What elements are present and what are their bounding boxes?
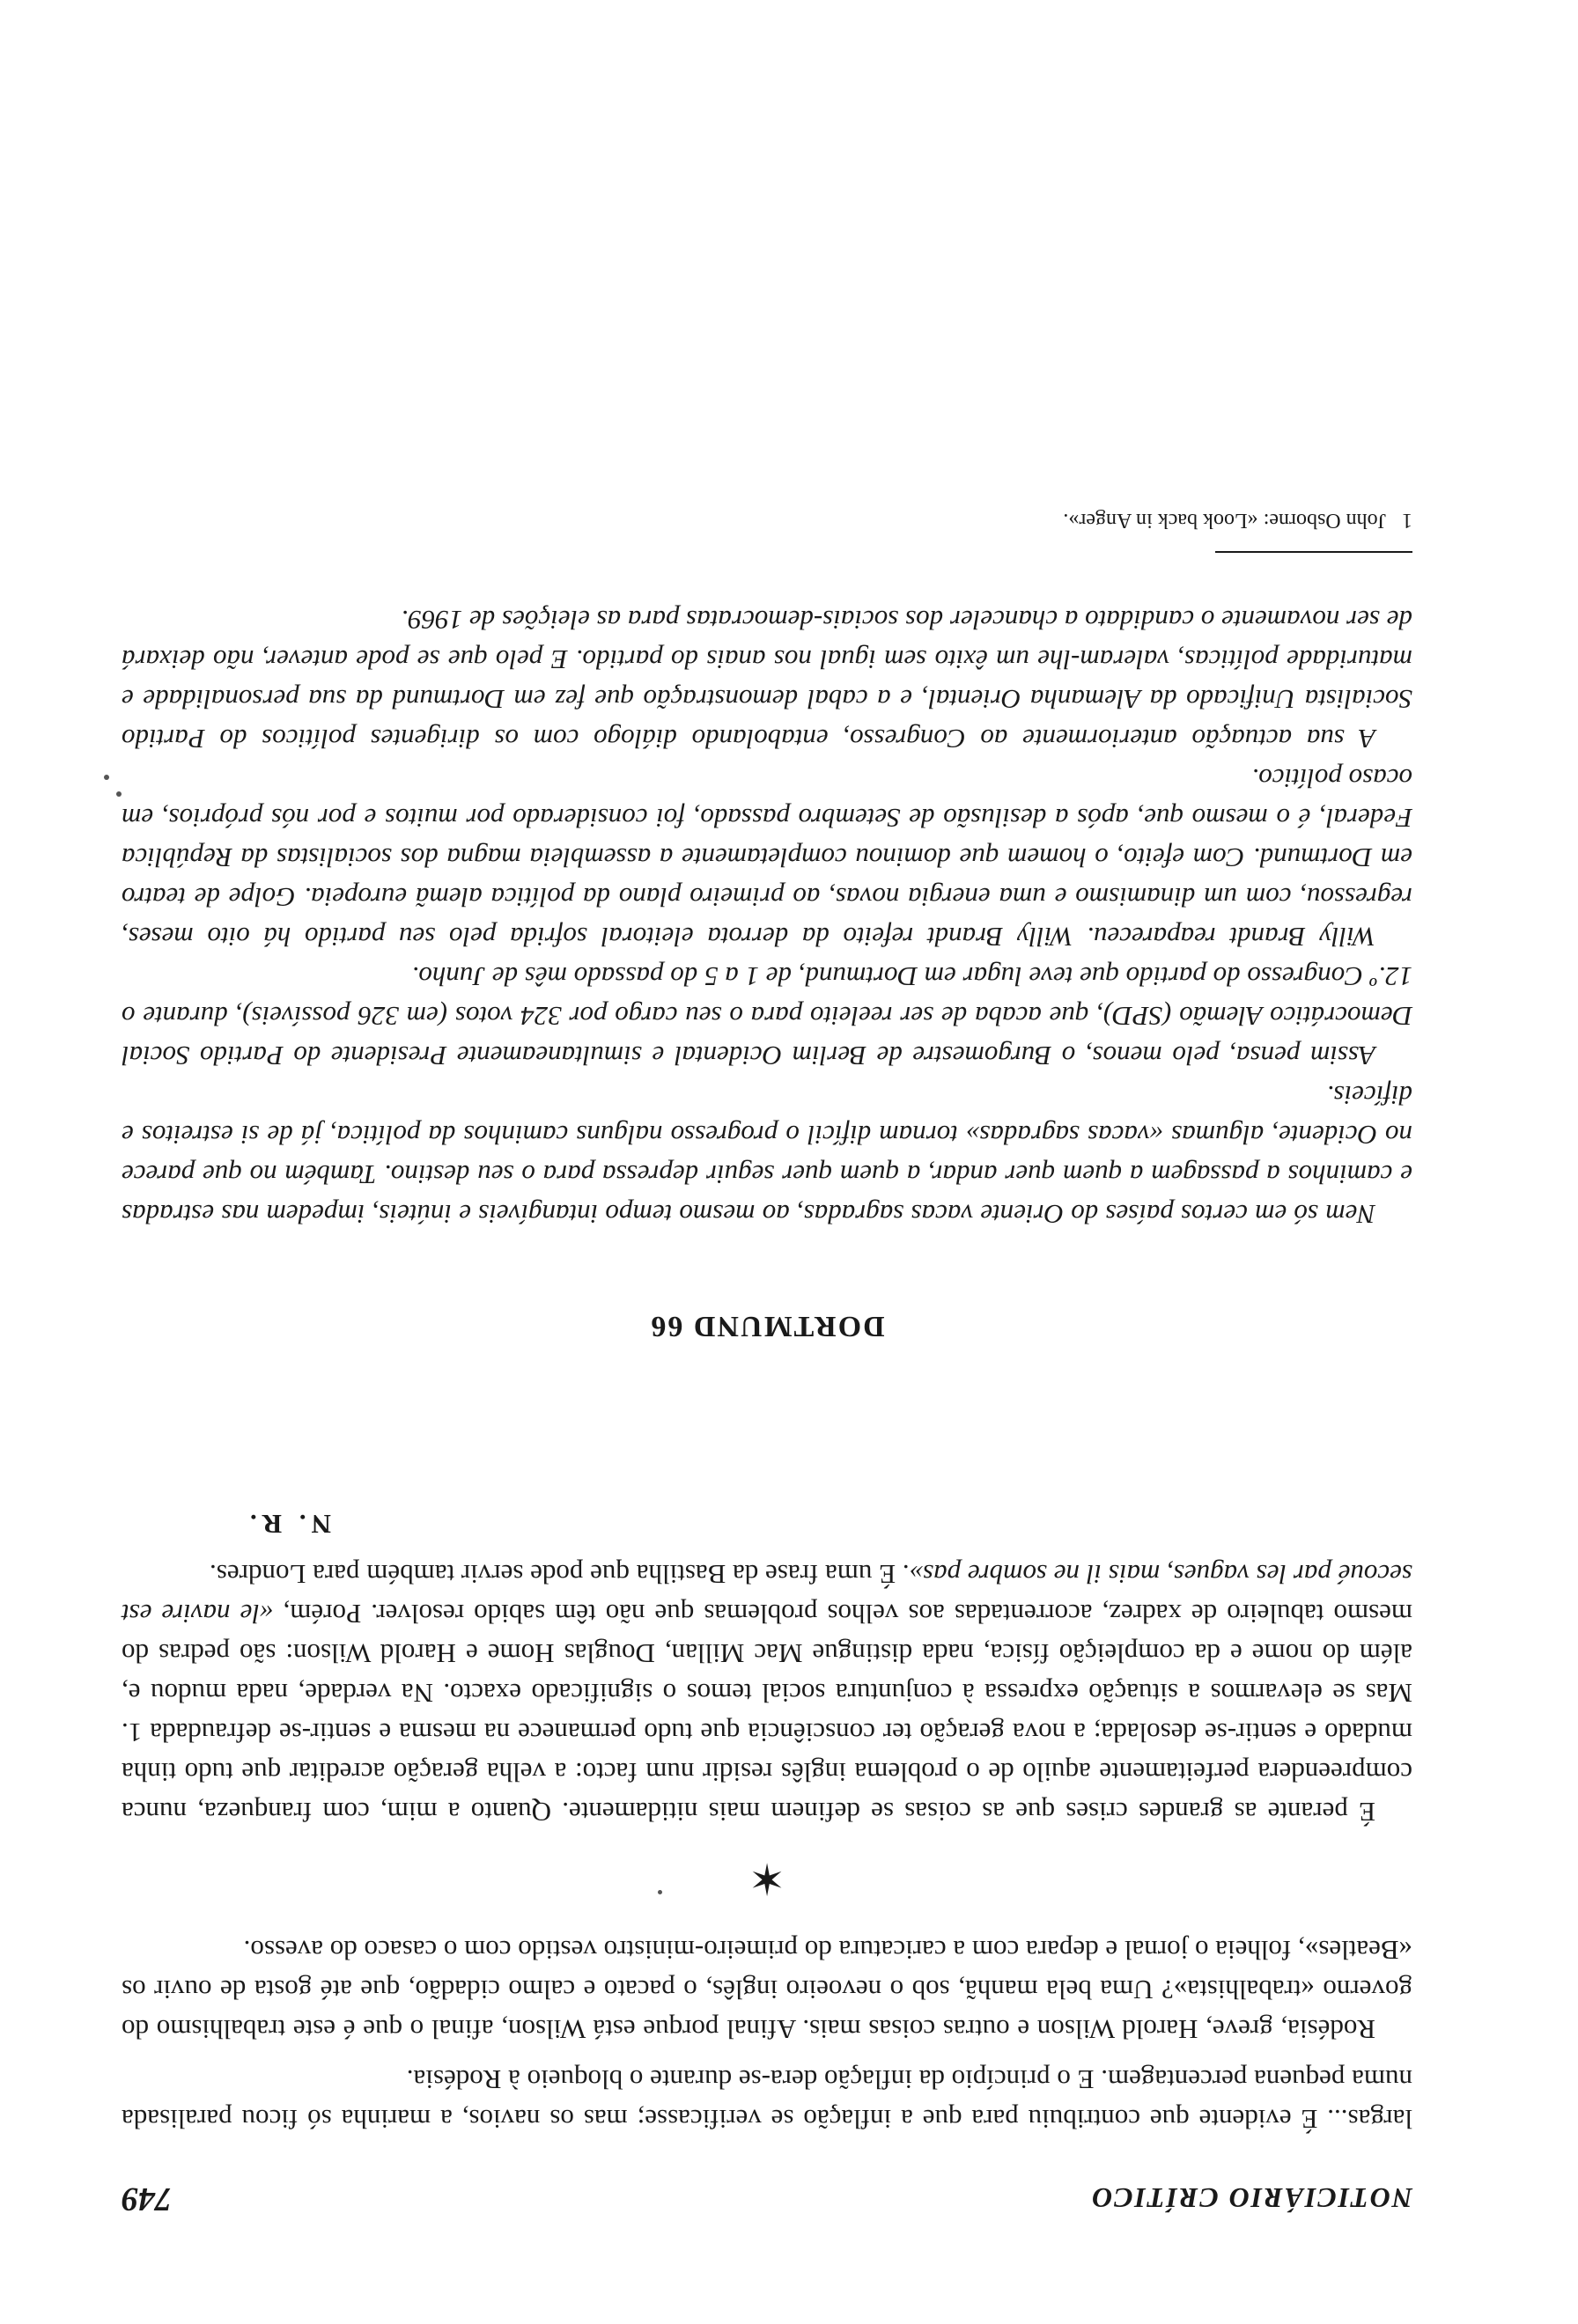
running-header [122,2178,1412,2218]
french-quote: «le navire est secoué par les vagues, mais il ne sombre pas» [122,1559,1412,1629]
signature: N. R. [245,1509,332,1540]
paragraph-willy-brandt: Willy Brandt reapareceu. Willy Brandt refeito da derrota eleitoral sofrida pelo seu partido há oito meses, regressou, com um dinamismo e uma energia novas, ao primeiro plano da política alemã europeia. Golpe de teatro em Dortmund. Com efeito, o homem que dominou completamente a assembleia magna dos socialistas da República Federal, é o mesmo que, após a desilusão de Setembro passado, foi considerado por muitos e por nós próprios, em ocaso político. [122,763,1412,952]
scan-speck [116,791,122,797]
paragraph-crises [122,1555,1412,1832]
paragraph-crises-end: . É uma frase da Bastilha que pode servir também para Londres. [210,1559,910,1590]
section-title: DORTMUND 66 [649,1310,885,1342]
scan-speck [658,1890,662,1894]
running-title: NOTICIÁRIO CRÍTICO [1090,2182,1412,2214]
paragraph-vacas-sagradas: Nem só em certos países do Oriente vacas sagradas, ao mesmo tempo intangíveis e inúteis, impedem nas estradas e caminhos a passagem a quem quer andar, a quem quer seguir depressa para o seu destino. Também no que parece no Ocidente, algumas «vacas sagradas» tornam difícil o progresso nalguns caminhos da política, já de si estreitos e difíceis. [122,1080,1412,1230]
paragraph-actuacao: A sua actuação anteriormente ao Congresso, entabolando diálogo com os dirigentes políticos do Partido Socialista Unificado da Alemanha Oriental, e a cabal demonstração que fez em Dortmund da sua personalidade e maturidade políticas, valeram-lhe um êxito sem igual nos anais do partido. E pelo que se pode antever, não deixará de ser novamente o candidato a chanceler dos sociais-democratas para as eleições de 1969. [122,605,1412,754]
paragraph-crises-text: É perante as grandes crises que as coisas se definem mais nitidamente. Quanto a mim, com franqueza, nunca compreendera perfeitamente aquilo de o problema inglês residir num facto: a velha geração acreditar que tudo tinha mudado e sentir-se desolada; a nova geração ter consciência que tudo permanece na mesma e sentir-se defraudada 1. Mas se elevarmos a situação expressa à conjuntura social temos o significado exacto. Na verdade, nada mudou e, além do nome e da compleição física, nada distingue Mac Millan, Douglas Home e Harold Wilson: são pedras do mesmo tabuleiro de xadrez, acorrentadas aos velhos problemas que não têm sabido resolver. Porém, [122,1599,1412,1828]
footnote-number: 1 [1402,509,1412,532]
footnote-text: John Osborne: «Look back in Anger». [1063,509,1386,532]
section-break-star-icon: ✶ [748,1854,785,1903]
footnote [122,505,1412,535]
scan-speck [104,775,109,780]
page-content [122,505,1412,2218]
paragraph-rodesia: Rodésia, greve, Harold Wilson e outras coisas mais. Afinal porque está Wilson, afinal o que é este trabalhismo do governo «trabalhista»? Uma bela manhã, sob o nevoeiro inglês, o pacato e calmo cidadão, que até gosta de ouvir os «Beatles», folheia o jornal e depara com a caricatura do primeiro-ministro vestido com o casaco do avesso. [122,1935,1412,2045]
paragraph-burgomestre: Assim pensa, pelo menos, o Burgomestre de Berlim Ocidental e simultaneamente Presidente do Partido Social Democrático Alemão (SPD), que acaba de ser reeleito para o seu cargo por 324 votos (em 326 possíveis), durante o 12.º Congresso do partido que teve lugar em Dortmund, de 1 a 5 do passado mês de Junho. [122,961,1412,1071]
page-number: 749 [122,2181,172,2217]
paragraph-continuation: largas... É evidente que contribuiu para que a inflação se verificasse; mas os navios, a marinha só ficou paralisada numa pequena percentagem. E o princípio da inflação dera-se durante o bloqueio à Rodésia. [122,2064,1412,2135]
footnote-divider [1215,551,1412,553]
